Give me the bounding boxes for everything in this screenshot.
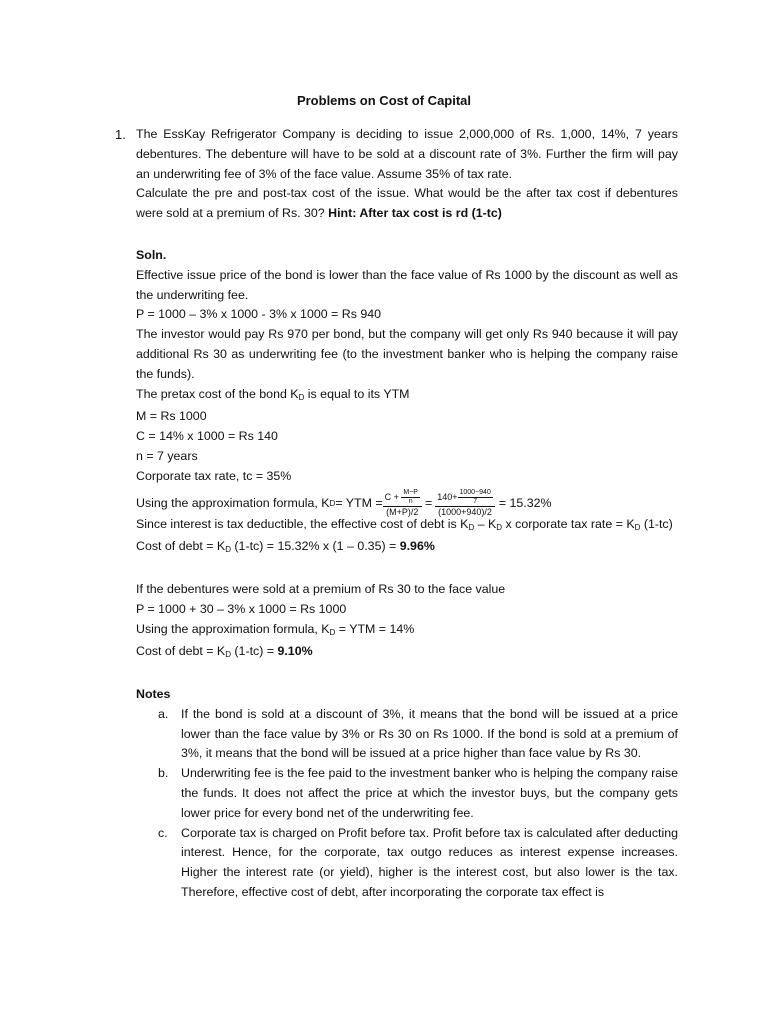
note-item: a. If the bond is sold at a discount of 3%, it means that the bond will be issued at a price lower than the face value by 3% or Rs 30 on Rs 1000. If the bond is sold at a premium of 3%, it means that the bond will be issued at a price higher than face value by Rs 30. (158, 706, 678, 761)
solution-ytm-formula: Using the approximation formula, K D = YTM = C + $\frac{M-P}{n}$ (M+P)/2 = 140+ $\frac{1000-940}{7}$ (1000+940)/2 = 15.32% (136, 489, 552, 518)
premium-price-eq: P = 1000 + 30 – 3% x 1000 = Rs 1000 (136, 601, 347, 616)
solution-tc: Corporate tax rate, tc = 35% (136, 468, 292, 483)
question-paragraph-2: Calculate the pre and post-tax cost of the issue. What would be the after tax cost if debentures were sold at a premium of Rs. 30? Hint: After tax cost is rd (1-tc) (136, 186, 678, 221)
solution-c: C = 14% x 1000 = Rs 140 (136, 429, 278, 444)
solution-p1: Effective issue price of the bond is lower than the face value of Rs 1000 by the discount as well as the underwriting fee. (136, 267, 678, 302)
question-paragraph: The EssKay Refrigerator Company is deciding to issue 2,000,000 of Rs. 1,000, 14%, 7 years debentures. The debenture will have to be sold at a discount rate of 3%. Further the firm will pay an underwriting fee of 3% of the face value. Assume 35% of tax rate. (136, 127, 678, 181)
question-text (136, 125, 678, 224)
premium-intro: If the debentures were sold at a premium of Rs 30 to the face value (136, 581, 506, 596)
ytm-fraction-numeric: 140+ $\frac{1000-940}{7}$ (1000+940)/2 (435, 489, 495, 518)
solution-pretax: The pretax cost of the bond $K_D$ is equal to its YTM (136, 386, 410, 402)
premium-cost-of-debt: Cost of debt = $K_D$ (1-tc) = 9.10% (136, 644, 313, 660)
solution-m: M = Rs 1000 (136, 409, 207, 424)
note-item: c. Corporate tax is charged on Profit before tax. Profit before tax is calculated after deducting interest. Hence, for the corporate, tax outgo reduces as interest expense increases. Higher the interest rate (or yield), higher is the interest cost, but also lower is the tax. Therefore, effective cost of debt, after incorporating the corporate tax effect is (158, 825, 678, 899)
notes-heading: Notes (136, 686, 171, 701)
question-number: 1. (115, 127, 126, 142)
solution-price-eq: P = 1000 – 3% x 1000 - 3% x 1000 = Rs 940 (136, 307, 381, 322)
question-hint: Hint: After tax cost is rd (1-tc) (328, 206, 502, 221)
solution-tax-effect: Since interest is tax deductible, the effective cost of debt is $K_D - K_D$ x corporate tax rate = $K_D$ (1-tc) (136, 516, 673, 532)
premium-ytm: Using the approximation formula, $K_D$ = YTM = 14% (136, 621, 415, 637)
solution-heading: Soln. (136, 248, 167, 262)
solution-n: n = 7 years (136, 448, 198, 463)
ytm-fraction-symbolic: C + $\frac{M-P}{n}$ (M+P)/2 (383, 489, 422, 518)
document-title: Problems on Cost of Capital (296, 93, 472, 108)
solution-cost-of-debt: Cost of debt = $K_D$ (1-tc) = 15.32% x (1 – 0.35) = 9.96% (136, 539, 435, 555)
solution-p2: The investor would pay Rs 970 per bond, but the company will get only Rs 940 because it will pay additional Rs 30 as underwriting fee (to the investment banker who is helping the company raise the funds). (136, 327, 678, 381)
solution-block (136, 246, 678, 903)
note-item: b. Underwriting fee is the fee paid to the investment banker who is helping the company raise the funds. It does not affect the price at which the investor buys, but the company gets lower price for every bond net of the underwriting fee. (158, 766, 678, 820)
notes-list (136, 705, 678, 903)
